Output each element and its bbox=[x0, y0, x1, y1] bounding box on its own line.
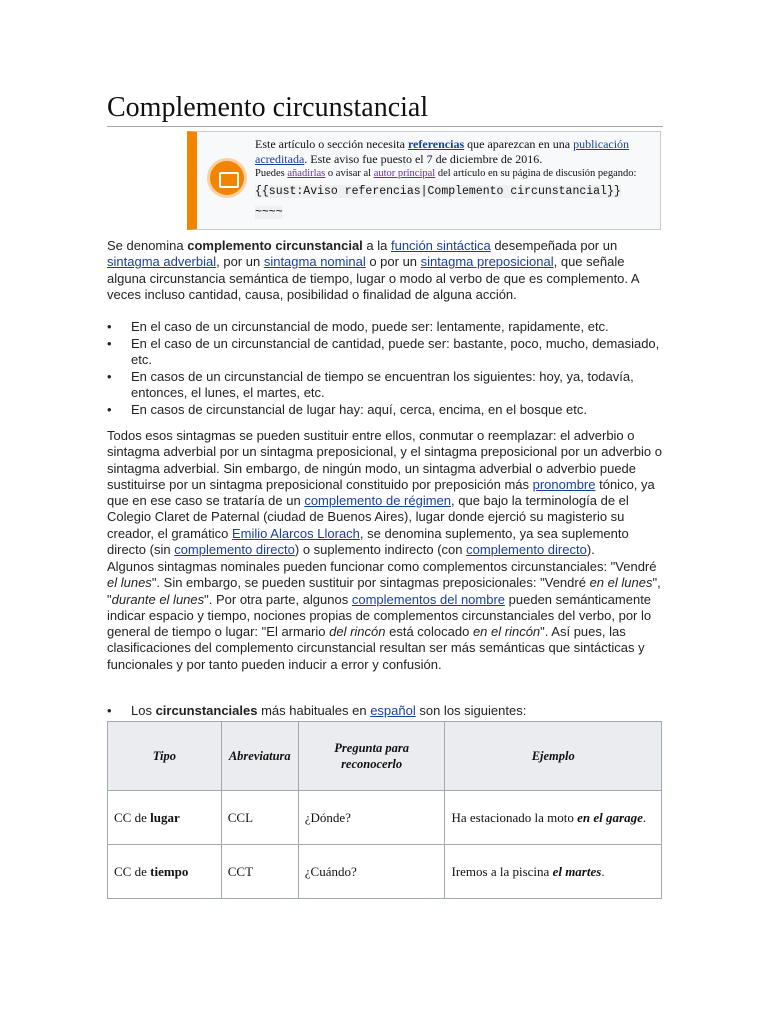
circumstance-list bbox=[107, 319, 663, 419]
table-header-row bbox=[108, 722, 662, 791]
publicacion-acreditada-link[interactable]: publicación acreditada bbox=[255, 137, 630, 166]
cell-ejemplo: Ha estacionado la moto en el garage. bbox=[445, 791, 662, 845]
nominal-paragraph: Algunos sintagmas nominales pueden funcionar como complementos circunstanciales: "Vendré el lunes". Sin embargo, se pueden sustituir por sintagmas preposicionales: "Vendré en el lunes", "durante el lunes". Por otra parte, algunos complementos del nombre pueden semánticamente indicar espacio y tiempo, nociones propias de complementos circunstanciales del verbo, por lo general de tiempo o lugar: "El armario del rincón está colocado en el rincón". Así pues, las clasificaciones del complemento circunstancial resultan ser más semánticas que sintácticas y funcionales y por tanto pueden inducir a error y confusión. bbox=[107, 559, 661, 672]
list-item: • En el caso de un circunstancial de cantidad, puede ser: bastante, poco, mucho, demasiado, etc. bbox=[107, 336, 663, 369]
cell-tipo: CC de tiempo bbox=[108, 845, 222, 899]
template-code: {{sust:Aviso referencias|Complemento circunstancial}} ~~~~ bbox=[255, 185, 621, 219]
cell-tipo: CC de lugar bbox=[108, 791, 222, 845]
header-tipo: Tipo bbox=[108, 722, 222, 791]
complemento-regimen-link[interactable]: complemento de régimen bbox=[304, 493, 452, 509]
circumstantials-table bbox=[107, 721, 662, 899]
referencias-link[interactable]: referencias bbox=[407, 137, 465, 151]
cell-abreviatura: CCL bbox=[221, 791, 298, 845]
notice-text: Este artículo o sección necesita referencias que aparezcan en una publicación acreditada. Este aviso fue puesto el 7 de diciembre de 2016. Puedes añadirlas o avisar al autor principal del artículo en su página de discusión pegando: {{sust:Aviso referencias|Complemento circunstancial}} ~~~~ bbox=[255, 137, 655, 223]
pronombre-link[interactable]: pronombre bbox=[532, 476, 596, 492]
list-item: • En el caso de un circunstancial de modo, puede ser: lentamente, rapidamente, etc. bbox=[107, 319, 663, 335]
circumstantials-intro-list bbox=[107, 703, 663, 720]
substitution-paragraph: Todos esos sintagmas se pueden sustituir entre ellos, conmutar o reemplazar: el adverbio o sintagma adverbial por un sintagma preposicional, y el sintagma preposicional por un adverbio o sintagma adverbial. Sin embargo, de ningún modo, un sintagma adverbial o adverbio puede sustituirse por un sintagma preposicional constituido por preposición más pronombre tónico, ya que en ese caso se trataría de un complemento de régimen, que bajo la terminología de el Colegio Claret de Paternal (ciudad de Buenos Aires), lugar donde ejerció su magisterio su creador, el gramático Emilio Alarcos Llorach, se denomina suplemento, ya sea suplemento directo (sin complemento directo) o suplemento indirecto (con complemento directo). bbox=[107, 428, 662, 558]
article bbox=[107, 0, 663, 879]
table-row bbox=[108, 791, 662, 845]
cell-pregunta: ¿Cuándo? bbox=[298, 845, 445, 899]
table-row bbox=[108, 845, 662, 899]
autor-principal-link[interactable]: autor principal bbox=[373, 168, 436, 179]
intro-paragraph: Se denomina complemento circunstancial a la función sintáctica desempeñada por un sintagma adverbial, por un sintagma nominal o por un sintagma preposicional, que señale alguna circunstancia semántica de tiempo, lugar o modo al verbo de que es complemento. A veces incluso cantidad, causa, posibilidad o finalidad de alguna acción. bbox=[107, 238, 639, 302]
list-item: • En casos de circunstancial de lugar hay: aquí, cerca, encima, en el bosque etc. bbox=[107, 402, 663, 418]
cell-abreviatura: CCT bbox=[221, 845, 298, 899]
sintagma-adverbial-link[interactable]: sintagma adverbial bbox=[107, 254, 217, 270]
cell-ejemplo: Iremos a la piscina el martes. bbox=[445, 845, 662, 899]
header-pregunta: Pregunta para reconocerlo bbox=[298, 722, 445, 791]
notice-instructions: Puedes añadirlas o avisar al autor principal del artículo en su página de discusión pegando: {{sust:Aviso referencias|Complemento circunstancial}} ~~~~ bbox=[255, 168, 637, 219]
sintagma-preposicional-link[interactable]: sintagma preposicional bbox=[420, 254, 554, 270]
page-title: Complemento circunstancial bbox=[107, 0, 663, 127]
references-notice bbox=[187, 131, 661, 230]
header-ejemplo: Ejemplo bbox=[445, 722, 662, 791]
anadirlas-link[interactable]: añadirlas bbox=[287, 168, 326, 179]
book-icon bbox=[207, 158, 247, 198]
complementos-del-nombre-link[interactable]: complementos del nombre bbox=[351, 591, 506, 607]
espanol-link[interactable]: español bbox=[370, 703, 416, 718]
cell-pregunta: ¿Dónde? bbox=[298, 791, 445, 845]
emilio-alarcos-link[interactable]: Emilio Alarcos Llorach bbox=[232, 525, 360, 541]
header-abreviatura: Abreviatura bbox=[221, 722, 298, 791]
complemento-directo-link-2[interactable]: complemento directo bbox=[466, 542, 587, 558]
list-item: • En casos de un circunstancial de tiempo se encuentran los siguientes: hoy, ya, todavía, entonces, el lunes, el martes, etc. bbox=[107, 369, 663, 402]
complemento-directo-link[interactable]: complemento directo bbox=[174, 542, 295, 558]
list-item: • Los circunstanciales más habituales en español son los siguientes: bbox=[107, 703, 663, 719]
funcion-sintactica-link[interactable]: función sintáctica bbox=[390, 238, 491, 253]
sintagma-nominal-link[interactable]: sintagma nominal bbox=[263, 254, 366, 270]
